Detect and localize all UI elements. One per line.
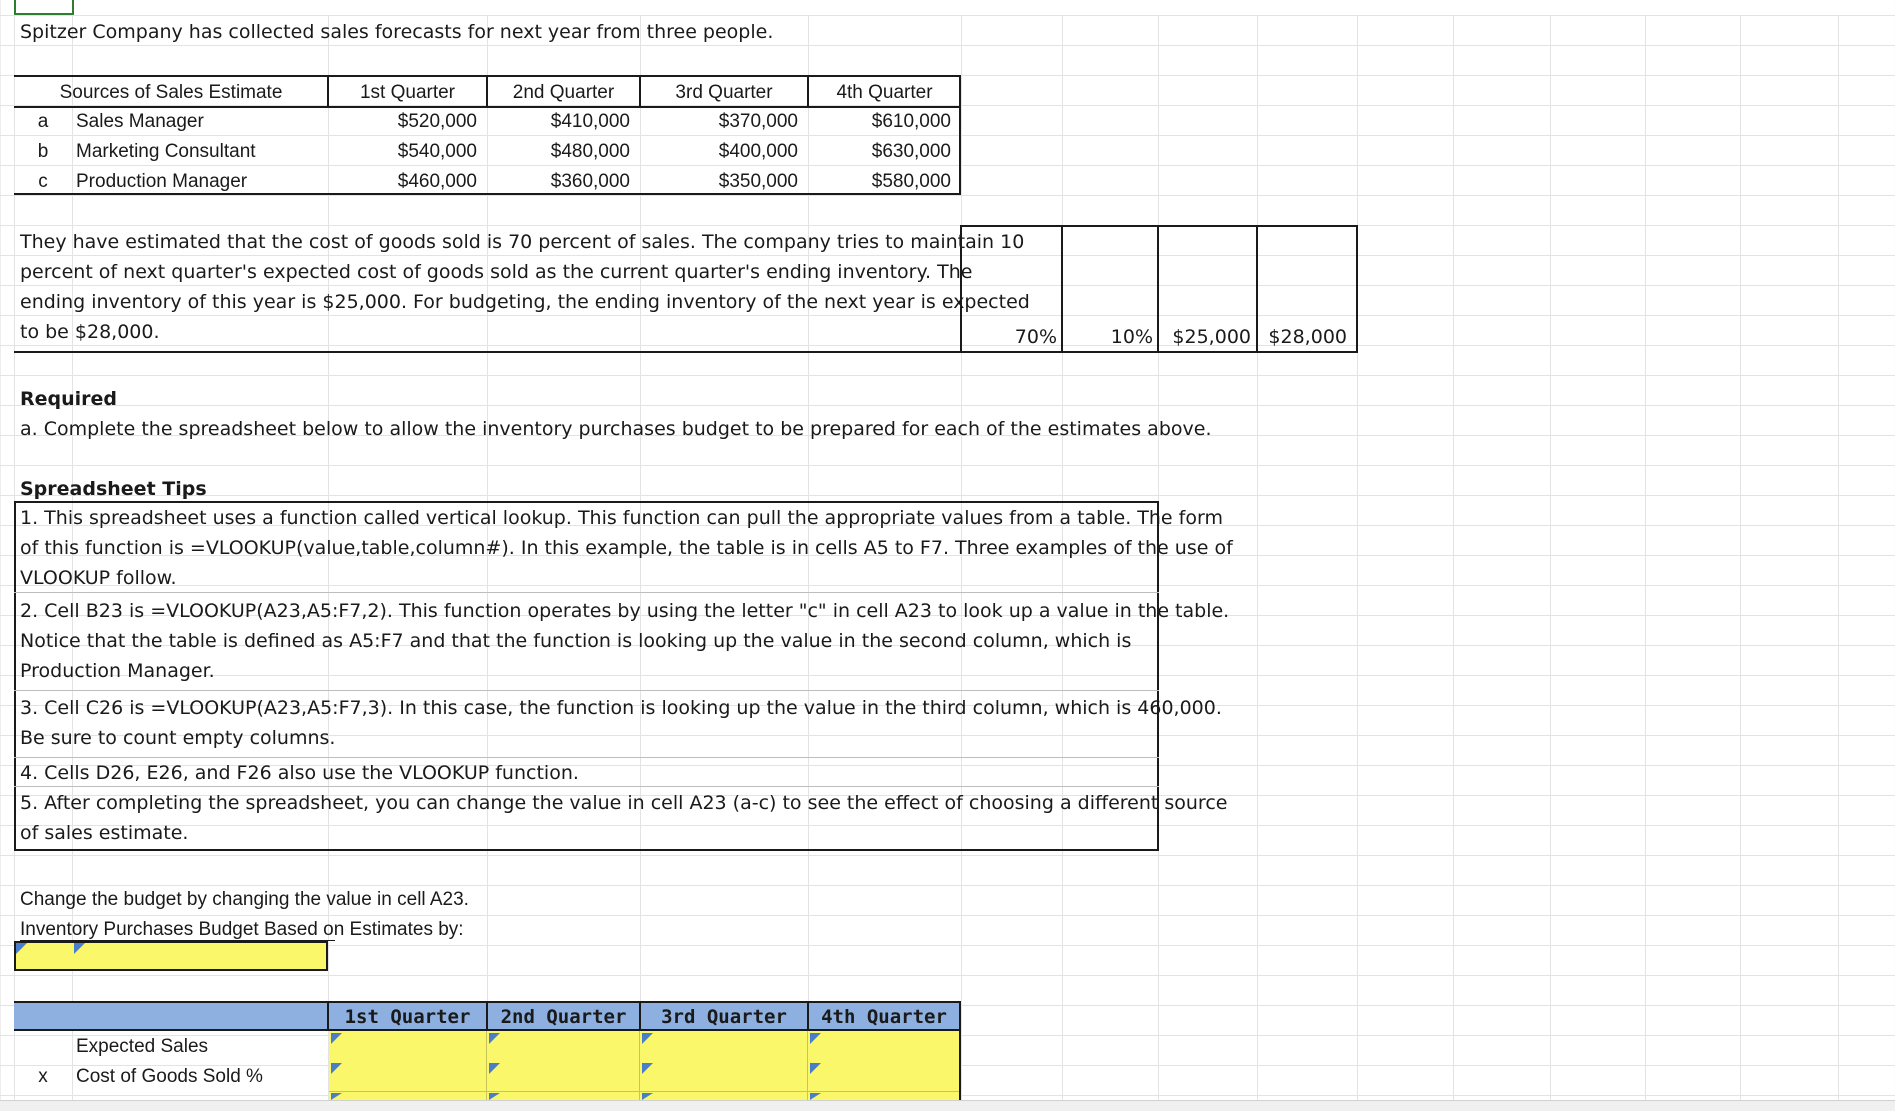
inventory-pct-value: 10%	[1110, 326, 1153, 348]
budget-row-code: x	[38, 1066, 48, 1087]
budget-input-row-line	[329, 1091, 959, 1092]
ending-inv-this-year-value: $25,000	[1172, 326, 1251, 348]
tip-line: 2. Cell B23 is =VLOOKUP(A23,A5:F7,2). This function operates by using the letter "c" in cell A23 to look up a value in the table.	[20, 600, 1230, 622]
row-q4: $580,000	[871, 171, 951, 192]
cell-marker-icon	[331, 1063, 342, 1074]
source-selector-cell-a23[interactable]	[14, 941, 328, 971]
ending-inv-next-year-cell[interactable]	[1256, 225, 1358, 353]
header-separator	[327, 75, 329, 107]
assumptions-bottom-border	[14, 351, 962, 353]
budget-header-q2: 2nd Quarter	[500, 1006, 627, 1028]
grid-col-line	[1550, 15, 1551, 1100]
row-code: b	[37, 141, 49, 162]
row-q4: $630,000	[871, 141, 951, 162]
tip-line: Notice that the table is defined as A5:F7 and that the function is looking up the value in the second column, which is	[20, 630, 1132, 652]
cogs-pct-value: 70%	[1014, 326, 1057, 348]
cell-marker-icon	[489, 1093, 500, 1100]
cell-marker-icon	[810, 1093, 821, 1100]
intro-text: Spitzer Company has collected sales forecasts for next year from three people.	[20, 21, 774, 43]
assumptions-line: They have estimated that the cost of goods sold is 70 percent of sales. The company tries to maintain 10	[20, 231, 1025, 253]
selected-cell-indicator[interactable]	[14, 0, 74, 15]
grid-col-line	[1740, 15, 1741, 1100]
cell-marker-icon	[489, 1063, 500, 1074]
row-q1: $540,000	[397, 141, 477, 162]
grid-col-line	[1357, 15, 1358, 1100]
grid-col-line	[1257, 15, 1258, 1100]
cell-marker-icon	[331, 1093, 342, 1100]
tips-divider	[14, 592, 1159, 593]
tip-line: of sales estimate.	[20, 822, 189, 844]
row-q3: $370,000	[718, 111, 798, 132]
header-q4: 4th Quarter	[836, 82, 933, 103]
change-budget-note: Change the budget by changing the value in cell A23.	[20, 889, 469, 910]
budget-header-q4: 4th Quarter	[821, 1006, 947, 1028]
tip-line: of this function is =VLOOKUP(value,table,column#). In this example, the table is in cells A5 to F7. Three examples of the use of	[20, 537, 1233, 559]
grid-col-line	[1453, 15, 1454, 1100]
header-q3: 3rd Quarter	[675, 82, 773, 103]
assumptions-line: percent of next quarter's expected cost of goods sold as the current quarter's ending inventory. The	[20, 261, 973, 283]
tip-line: 3. Cell C26 is =VLOOKUP(A23,A5:F7,3). In this case, the function is looking up the value in the third column, which is 460,000.	[20, 697, 1222, 719]
row-q1: $520,000	[397, 111, 477, 132]
tip-line: 5. After completing the spreadsheet, you can change the value in cell A23 (a-c) to see the effect of choosing a different source	[20, 792, 1228, 814]
row-source: Marketing Consultant	[76, 141, 256, 162]
row-source: Sales Manager	[76, 111, 204, 132]
budget-row-label: Cost of Goods Sold %	[76, 1066, 263, 1087]
cell-marker-icon	[489, 1033, 500, 1044]
row-q3: $400,000	[718, 141, 798, 162]
ending-inv-next-year-value: $28,000	[1268, 326, 1347, 348]
header-sources: Sources of Sales Estimate	[59, 82, 283, 103]
budget-title: Inventory Purchases Budget Based on Estimates by:	[20, 919, 464, 940]
tip-line: Be sure to count empty columns.	[20, 727, 336, 749]
row-q4: $610,000	[871, 111, 951, 132]
cell-marker-icon	[74, 943, 85, 954]
row-q1: $460,000	[397, 171, 477, 192]
budget-input-separator	[486, 1031, 487, 1100]
required-item-a: a. Complete the spreadsheet below to allow the inventory purchases budget to be prepared for each of the estimates above.	[20, 418, 1212, 440]
grid-col-line	[1645, 15, 1646, 1100]
ending-inv-this-year-cell[interactable]	[1157, 225, 1258, 353]
tip-line: Production Manager.	[20, 660, 215, 682]
grid-col-line	[1838, 15, 1839, 1100]
tip-line: 4. Cells D26, E26, and F26 also use the VLOOKUP function.	[20, 762, 579, 784]
table-right-border	[959, 75, 961, 195]
header-separator	[807, 75, 809, 107]
assumptions-line: ending inventory of this year is $25,000. For budgeting, the ending inventory of the next year is expected	[20, 291, 1030, 313]
header-q2: 2nd Quarter	[512, 82, 615, 103]
cell-marker-icon	[642, 1093, 653, 1100]
row-code: c	[38, 171, 48, 192]
row-q2: $480,000	[550, 141, 630, 162]
row-q2: $360,000	[550, 171, 630, 192]
row-code: a	[37, 111, 49, 132]
inventory-pct-cell[interactable]	[1061, 225, 1159, 353]
assumptions-line: to be $28,000.	[20, 321, 160, 343]
row-q3: $350,000	[718, 171, 798, 192]
header-separator	[639, 75, 641, 107]
tip-line: 1. This spreadsheet uses a function called vertical lookup. This function can pull the appropriate values from a table. The form	[20, 507, 1223, 529]
cell-marker-icon	[810, 1063, 821, 1074]
row-q2: $410,000	[550, 111, 630, 132]
budget-input-separator	[639, 1031, 640, 1100]
cell-marker-icon	[331, 1033, 342, 1044]
budget-row-label: Expected Sales	[76, 1036, 209, 1057]
cell-marker-icon	[810, 1033, 821, 1044]
header-separator	[486, 75, 488, 107]
tips-divider	[14, 690, 1159, 691]
sheet-bottom-edge	[0, 1100, 1895, 1111]
budget-header-q1: 1st Quarter	[344, 1006, 471, 1028]
budget-header-q3: 3rd Quarter	[661, 1006, 787, 1028]
tips-title: Spreadsheet Tips	[20, 478, 207, 500]
budget-input-separator	[807, 1031, 808, 1100]
tip-line: VLOOKUP follow.	[20, 567, 177, 589]
cell-marker-icon	[642, 1033, 653, 1044]
row-source: Production Manager	[76, 171, 248, 192]
required-title: Required	[20, 388, 118, 410]
cogs-pct-cell[interactable]	[960, 225, 1063, 353]
header-q1: 1st Quarter	[359, 82, 456, 103]
cell-marker-icon	[16, 943, 27, 954]
cell-marker-icon	[642, 1063, 653, 1074]
